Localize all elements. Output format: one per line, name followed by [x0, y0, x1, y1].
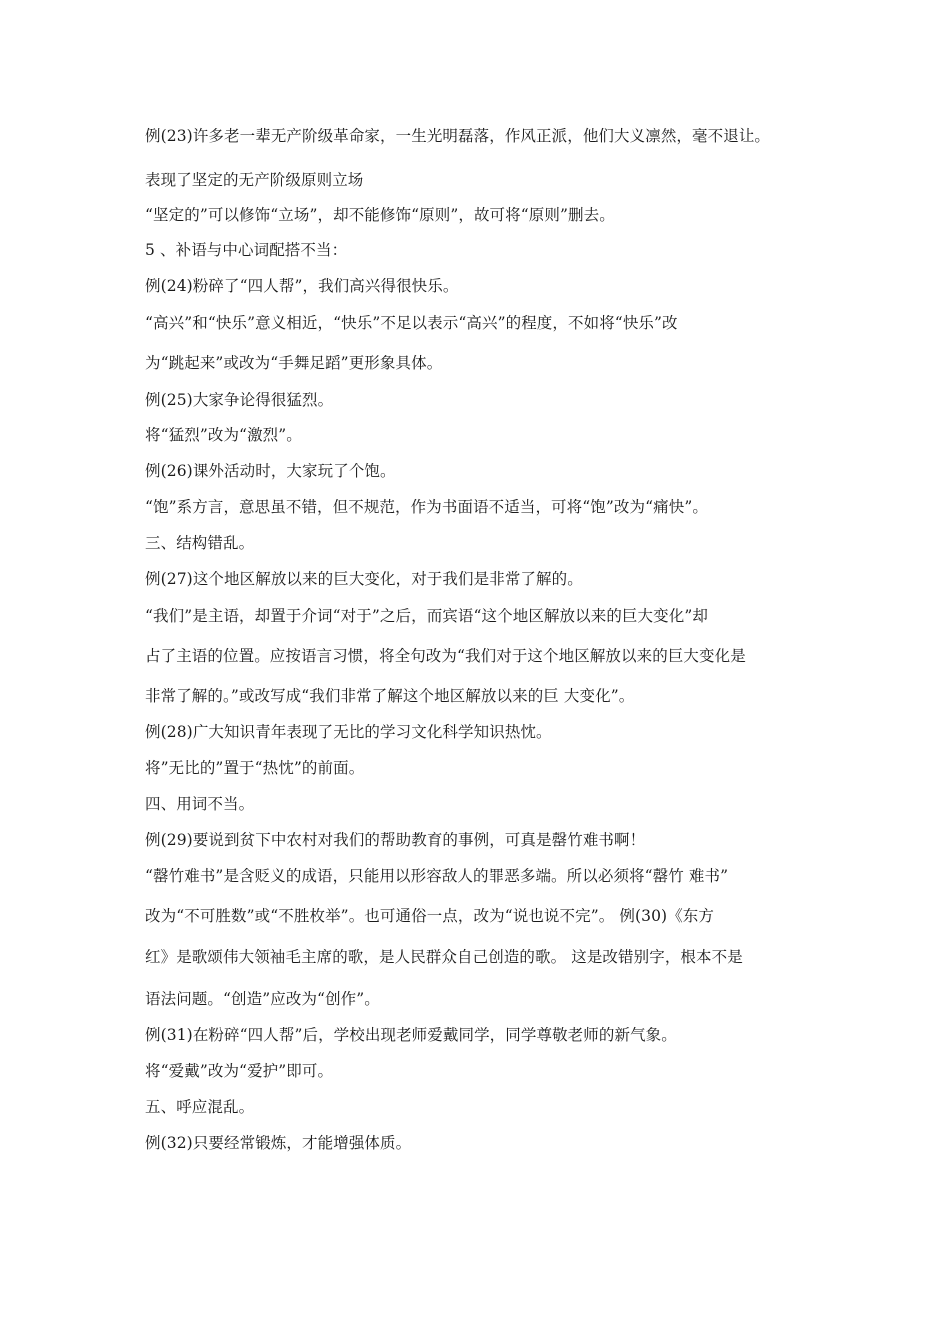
text-line: 语法问题。“创造”应改为“创作”。	[145, 990, 380, 1008]
text-line: 五、呼应混乱。	[145, 1098, 255, 1116]
text-line: 改为“不可胜数”或“不胜枚举”。也可通俗一点，改为“说也说不完”。 例(30)《东方	[145, 907, 714, 925]
text-line: 例(24)粉碎了“四人帮”，我们高兴得很快乐。	[145, 277, 459, 295]
text-line: 为“跳起来”或改为“手舞足蹈”更形象具体。	[145, 354, 443, 372]
text-line: 例(23)许多老一辈无产阶级革命家，一生光明磊落，作风正派，他们大义凛然，毫不退让。	[145, 127, 771, 145]
text-line: 将“爱戴”改为“爱护”即可。	[145, 1062, 334, 1080]
text-line: 占了主语的位置。应按语言习惯，将全句改为“我们对于这个地区解放以来的巨大变化是	[145, 647, 746, 665]
text-line: 表现了坚定的无产阶级原则立场	[145, 171, 364, 189]
text-line: 例(27)这个地区解放以来的巨大变化，对于我们是非常了解的。	[145, 570, 583, 588]
text-line: 例(32)只要经常锻炼，才能增强体质。	[145, 1134, 412, 1152]
text-line: 5 、补语与中心词配搭不当：	[145, 241, 348, 259]
text-line: “我们”是主语，却置于介词“对于”之后，而宾语“这个地区解放以来的巨大变化”却	[145, 607, 708, 625]
text-line: 三、结构错乱。	[145, 534, 255, 552]
text-line: 非常了解的。”或改写成“我们非常了解这个地区解放以来的巨 大变化”。	[145, 687, 635, 705]
text-line: “高兴”和“快乐”意义相近，“快乐”不足以表示“高兴”的程度，不如将“快乐”改	[145, 314, 678, 332]
text-line: 红》是歌颂伟大领袖毛主席的歌，是人民群众自己创造的歌。 这是改错别字，根本不是	[145, 948, 743, 966]
text-line: 例(26)课外活动时，大家玩了个饱。	[145, 462, 396, 480]
text-line: 例(29)要说到贫下中农村对我们的帮助教育的事例，可真是罄竹难书啊！	[145, 831, 646, 849]
text-line: 例(28)广大知识青年表现了无比的学习文化科学知识热忱。	[145, 723, 552, 741]
text-line: 四、用词不当。	[145, 795, 255, 813]
text-line: 将”无比的”置于“热忱”的前面。	[145, 759, 365, 777]
text-line: “坚定的”可以修饰“立场”，却不能修饰“原则”，故可将“原则”删去。	[145, 206, 615, 224]
text-line: 将“猛烈”改为“激烈”。	[145, 426, 302, 444]
text-line: 例(31)在粉碎“四人帮”后，学校出现老师爱戴同学，同学尊敬老师的新气象。	[145, 1026, 677, 1044]
text-line: “饱”系方言，意思虽不错，但不规范，作为书面语不适当，可将“饱”改为“痛快”。	[145, 498, 708, 516]
text-line: “罄竹难书”是含贬义的成语，只能用以形容敌人的罪恶多端。所以必须将“罄竹 难书”	[145, 867, 729, 885]
text-line: 例(25)大家争论得很猛烈。	[145, 391, 334, 409]
